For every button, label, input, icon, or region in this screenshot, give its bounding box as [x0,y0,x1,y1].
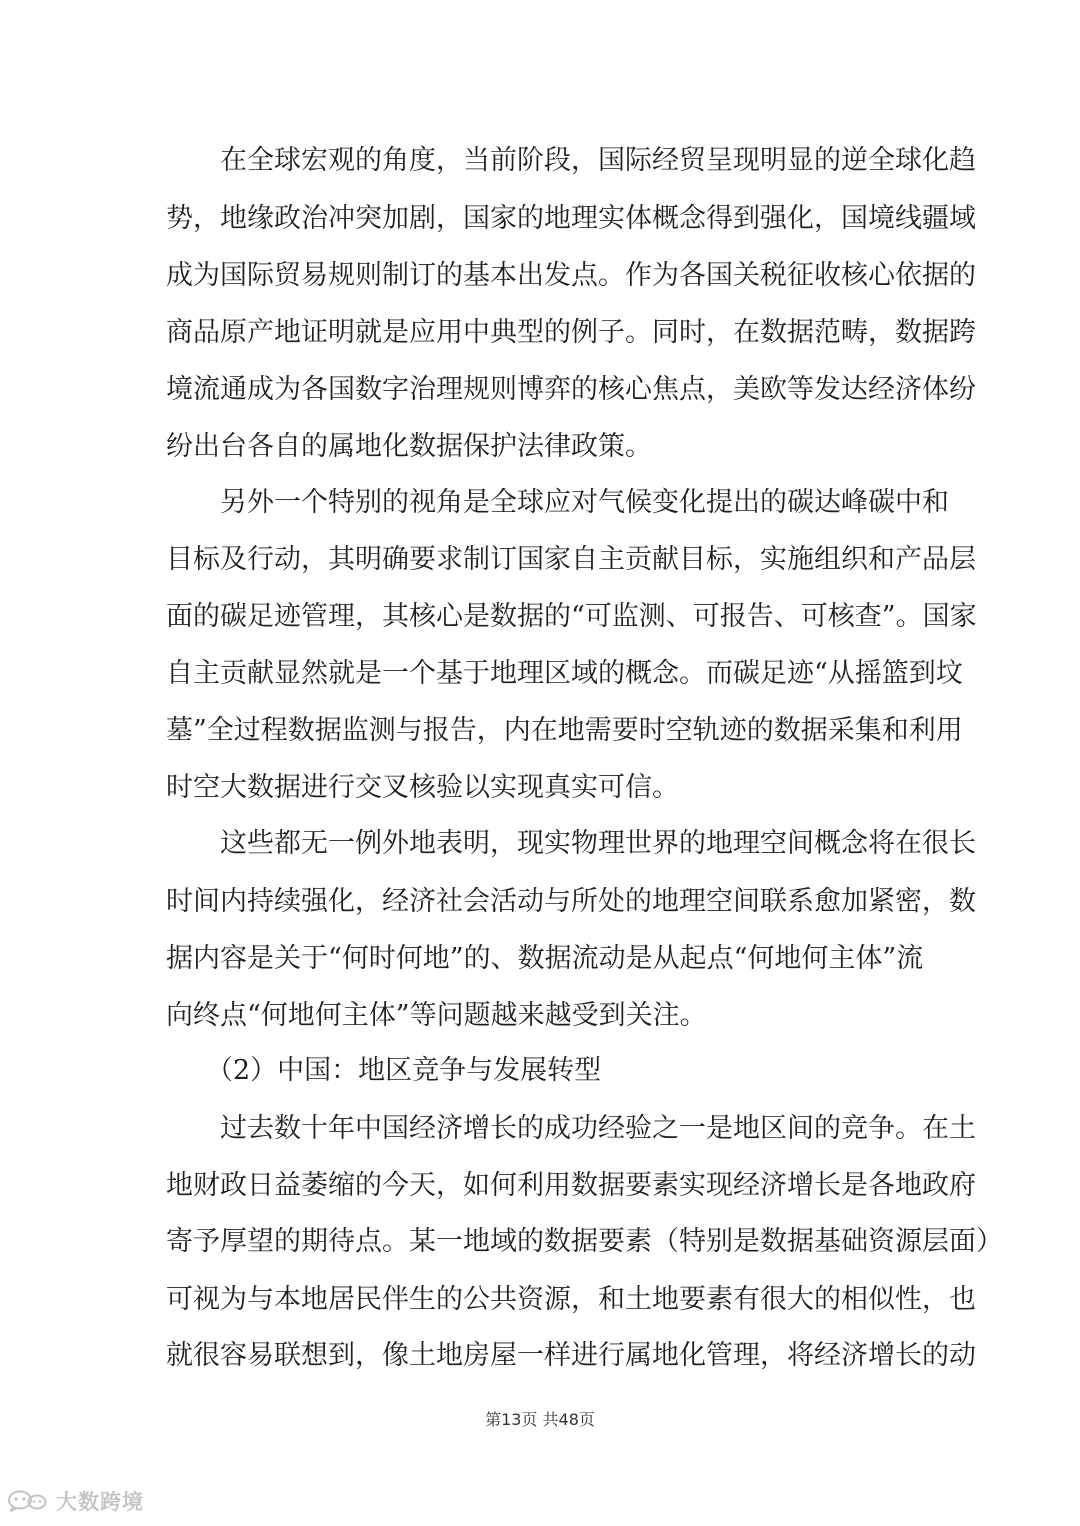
paragraph-line: 在全球宏观的角度，当前阶段，国际经贸呈现明显的逆全球化趋 [220,145,976,176]
paragraph-line: 目标及行动，其明确要求制订国家自主贡献目标，实施组织和产品层 [166,544,976,575]
paragraph-line: 过去数十年中国经济增长的成功经验之一是地区间的竞争。在土 [220,1113,976,1144]
paragraph-line: 纷出台各自的属地化数据保护法律政策。 [166,431,652,462]
paragraph-line: 就很容易联想到，像土地房屋一样进行属地化管理，将经济增长的动 [166,1340,976,1371]
section-heading: （2）中国：地区竞争与发展转型 [206,1055,602,1086]
paragraph-line: 面的碳足迹管理，其核心是数据的“可监测、可报告、可核查”。国家 [166,601,977,632]
paragraph-line: 这些都无一例外地表明，现实物理世界的地理空间概念将在很长 [220,828,976,859]
paragraph-line: 可视为与本地居民伴生的公共资源，和土地要素有很大的相似性，也 [166,1284,976,1315]
page-number-footer: 第13页 共48页 [485,1410,595,1429]
paragraph-line: 时间内持续强化，经济社会活动与所处的地理空间联系愈加紧密，数 [166,886,976,917]
paragraph-line: 自主贡献显然就是一个基于地理区域的概念。而碳足迹“从摇篮到坟 [166,658,963,689]
paragraph-line: 另外一个特别的视角是全球应对气候变化提出的碳达峰碳中和 [220,487,949,518]
paragraph-line: 境流通成为各国数字治理规则博弈的核心焦点，美欧等发达经济体纷 [166,374,976,405]
paragraph-line: 势，地缘政治冲突加剧，国家的地理实体概念得到强化，国境线疆域 [166,203,976,234]
paragraph-line: 时空大数据进行交叉核验以实现真实可信。 [166,772,679,803]
watermark [6,1486,144,1516]
wechat-logo-icon [6,1489,50,1513]
paragraph-line: 商品原产地证明就是应用中典型的例子。同时，在数据范畴，数据跨 [166,317,976,348]
paragraph-line: 地财政日益萎缩的今天，如何利用数据要素实现经济增长是各地政府 [166,1170,976,1201]
paragraph-line: 据内容是关于“何时何地”的、数据流动是从起点“何地何主体”流 [166,943,924,974]
watermark-text: 大数跨境 [56,1490,144,1514]
paragraph-line: 向终点“何地何主体”等问题越来越受到关注。 [166,1000,707,1031]
paragraph-line: 墓”全过程数据监测与报告，内在地需要时空轨迹的数据采集和利用 [166,715,963,746]
paragraph-line: 成为国际贸易规则制订的基本出发点。作为各国关税征收核心依据的 [166,260,976,291]
paragraph-line: 寄予厚望的期待点。某一地域的数据要素（特别是数据基础资源层面） [166,1226,1003,1257]
